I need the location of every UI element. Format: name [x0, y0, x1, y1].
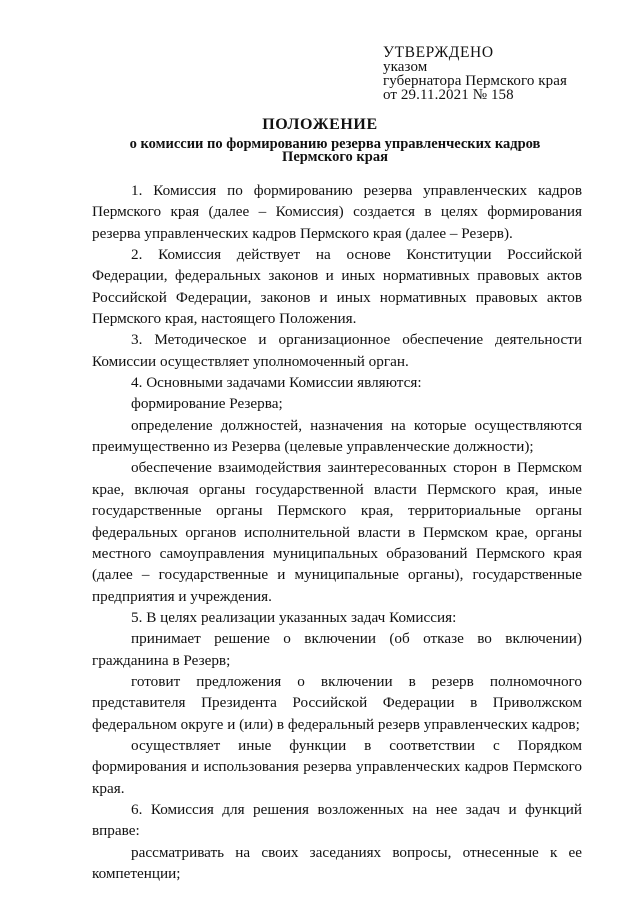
document-body	[92, 180, 582, 884]
approval-date-number: от 29.11.2021 № 158	[383, 87, 514, 103]
approval-heading: УТВЕРЖДЕНО	[383, 44, 494, 61]
paragraph-4: 4. Основными задачами Комиссии являются:	[131, 374, 422, 392]
paragraph-2: 2. Комиссия действует на основе Конституции Российской Федерации, федеральных законов и иных нормативных правовых актов Российской Федерации, законов и иных нормативных правовых актов Пермского края, настоящего Положения.	[92, 246, 582, 328]
paragraph-3: 3. Методическое и организационное обеспечение деятельности Комиссии осуществляет уполномоченный орган.	[92, 331, 582, 370]
function-item-2: готовит предложения о включении в резерв полномочного представителя Президента Российской Федерации в Приволжском федеральном округе и (или) в федеральный резерв управленческих кадров;	[92, 672, 582, 733]
approval-authority-line: губернатора Пермского края	[383, 73, 568, 89]
approval-stamp	[383, 46, 567, 102]
task-item-2: определение должностей, назначения на которые осуществляются преимущественно из Резерва (целевые управленческие должности);	[92, 416, 582, 456]
document-subtitle: о комиссии по формированию резерва управленческих кадров Пермского края	[129, 136, 541, 165]
task-item-3: обеспечение взаимодействия заинтересованных сторон в Пермском крае, включая органы государственной власти Пермского края, иные государственные органы Пермского края, территориальные органы федеральных органов исполнительной власти в Пермском крае, органы местного самоуправления муниципальных образований Пермского края (далее – государственные и муниципальные органы), государственные предприятия и учреждения.	[92, 459, 582, 605]
approval-decree-line: указом	[383, 59, 428, 75]
function-item-3: осуществляет иные функции в соответствии с Порядком формирования и использования резерва управленческих кадров Пермского края.	[92, 736, 582, 797]
paragraph-5: 5. В целях реализации указанных задач Комиссия:	[131, 608, 457, 626]
task-item-1: формирование Резерва;	[131, 395, 283, 413]
paragraph-1: 1. Комиссия по формированию резерва управленческих кадров Пермского края (далее – Комиссия) создается в целях формирования резерва управленческих кадров Пермского края (далее – Резерв).	[92, 182, 582, 242]
function-item-1: принимает решение о включении (об отказе во включении) гражданина в Резерв;	[92, 630, 582, 669]
right-item-1: рассматривать на своих заседаниях вопросы, отнесенные к ее компетенции;	[92, 843, 582, 882]
document-title: ПОЛОЖЕНИЕ	[262, 116, 378, 133]
paragraph-6: 6. Комиссия для решения возложенных на нее задач и функций вправе:	[92, 800, 582, 840]
